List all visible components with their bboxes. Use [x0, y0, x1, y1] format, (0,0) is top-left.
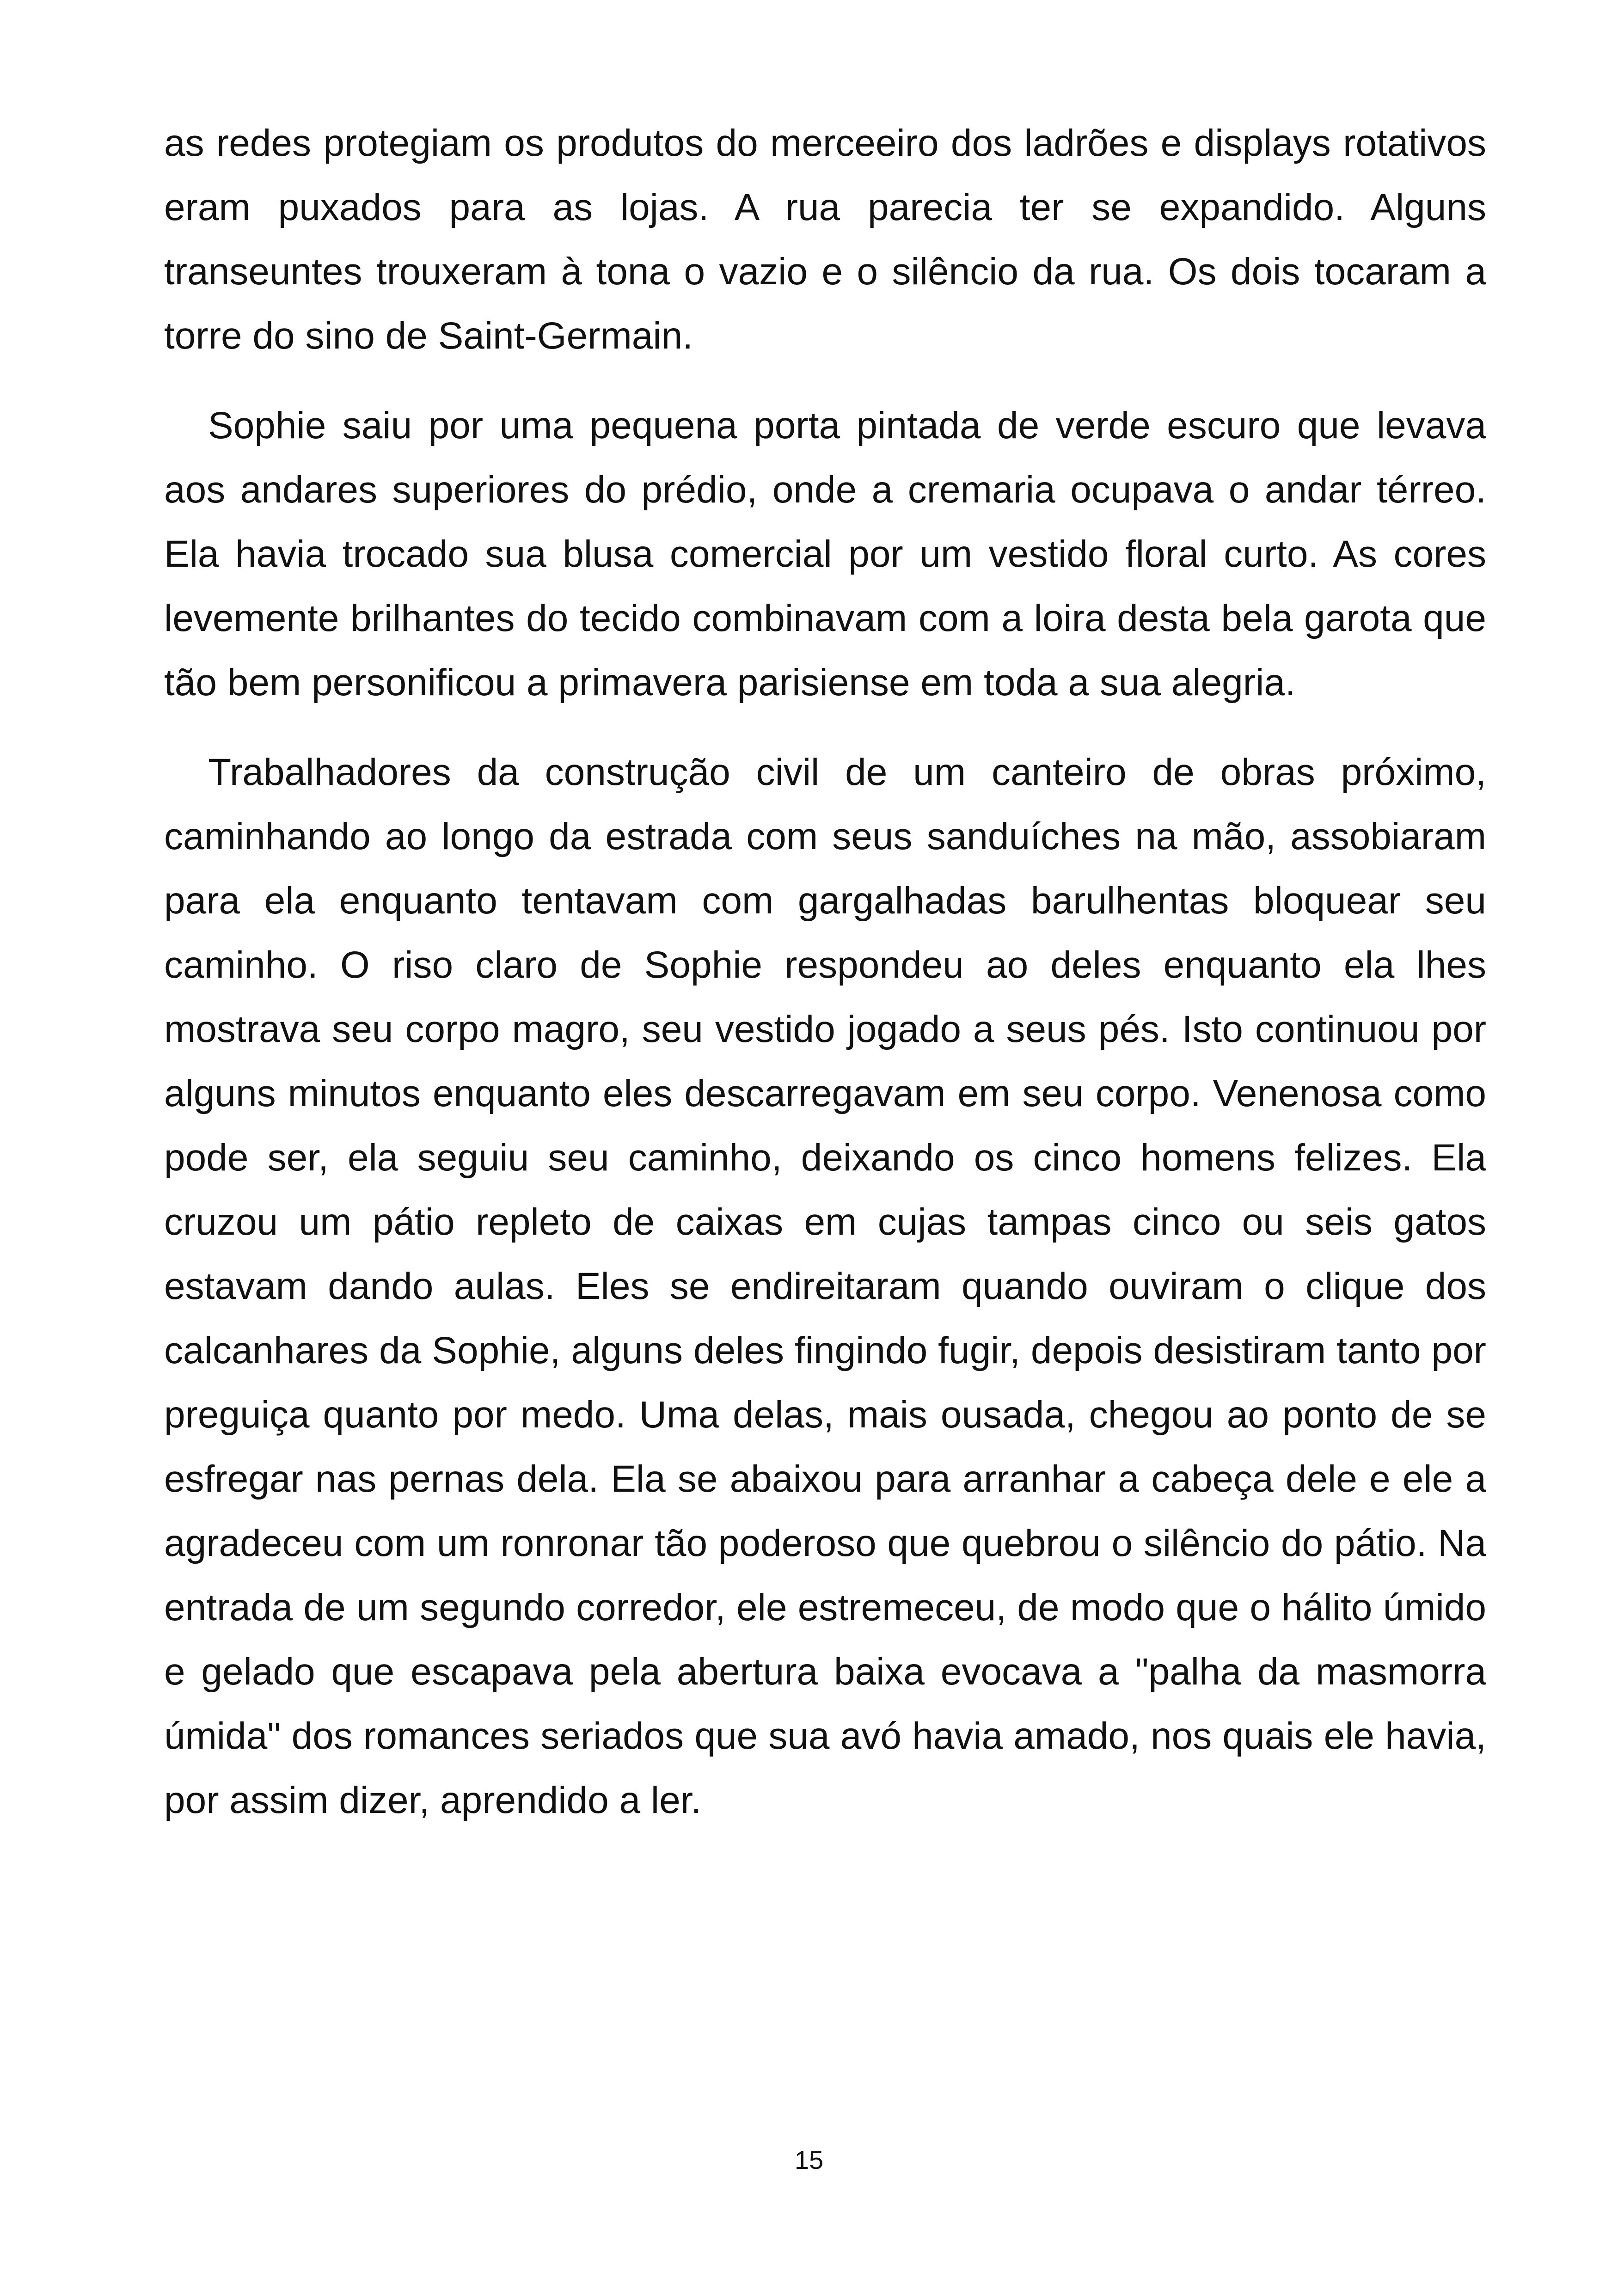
body-text [164, 111, 1486, 1832]
paragraph-1: as redes protegiam os produtos do merceeiro dos ladrões e displays rotativos eram puxados para as lojas. A rua parecia ter se expandido. Alguns transeuntes trouxeram à tona o vazio e o silêncio da rua. Os dois tocaram a torre do sino de Saint-Germain. [164, 122, 1486, 357]
page-number: 15 [794, 2145, 824, 2174]
paragraph-2: Sophie saiu por uma pequena porta pintada de verde escuro que levava aos andares superiores do prédio, onde a cremaria ocupava o andar térreo. Ela havia trocado sua blusa comercial por um vestido floral curto. As cores levemente brilhantes do tecido combinavam com a loira desta bela garota que tão bem personificou a primavera parisiense em toda a sua alegria. [164, 404, 1486, 704]
paragraph-3: Trabalhadores da construção civil de um canteiro de obras próximo, caminhando ao longo da estrada com seus sanduíches na mão, assobiaram para ela enquanto tentavam com gargalhadas barulhentas bloquear seu caminho. O riso claro de Sophie respondeu ao deles enquanto ela lhes mostrava seu corpo magro, seu vestido jogado a seus pés. Isto continuou por alguns minutos enquanto eles descarregavam em seu corpo. Venenosa como pode ser, ela seguiu seu caminho, deixando os cinco homens felizes. Ela cruzou um pátio repleto de caixas em cujas tampas cinco ou seis gatos estavam dando aulas. Eles se endireitaram quando ouviram o clique dos calcanhares da Sophie, alguns deles fingindo fugir, depois desistiram tanto por preguiça quanto por medo. Uma delas, mais ousada, chegou ao ponto de se esfregar nas pernas dela. Ela se abaixou para arranhar a cabeça dele e ele a agradeceu com um ronronar tão poderoso que quebrou o silêncio do pátio. Na entrada de um segundo corredor, ele estremeceu, de modo que o hálito úmido e gelado que escapava pela abertura baixa evocava a "palha da masmorra úmida" dos romances seriados que sua avó havia amado, nos quais ele havia, por assim dizer, aprendido a ler. [164, 751, 1486, 1821]
